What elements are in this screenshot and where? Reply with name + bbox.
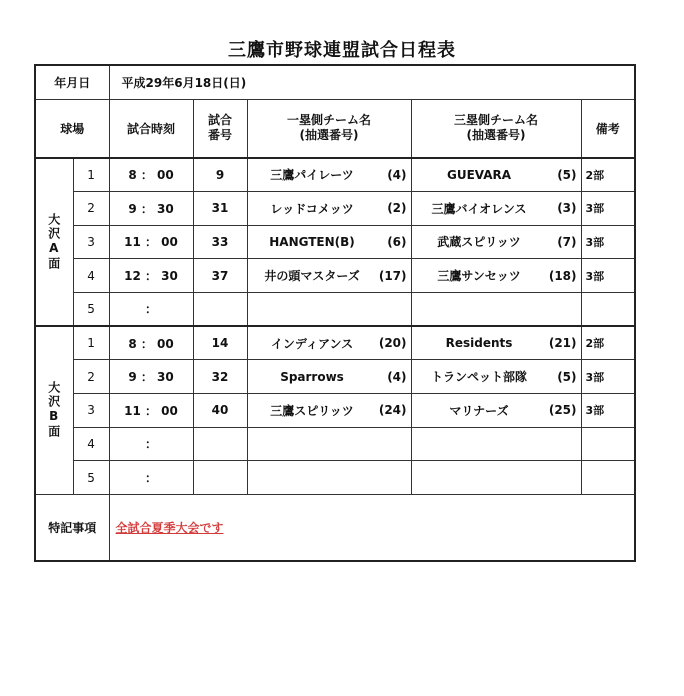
first-base-team-cell <box>247 461 411 495</box>
row-number: 2 <box>73 360 109 394</box>
remarks <box>581 427 635 461</box>
first-base-team-cell <box>247 427 411 461</box>
header-third-team-line1: 三塁側チーム名 <box>454 113 539 128</box>
page-title: 三鷹市野球連盟試合日程表 <box>228 40 456 61</box>
remarks: 2部 <box>581 158 635 192</box>
schedule-row <box>35 191 635 225</box>
row-number: 1 <box>73 158 109 192</box>
schedule-row <box>35 427 635 461</box>
third-base-team-cell <box>411 393 581 427</box>
third-base-draw-number: (25) <box>548 403 577 418</box>
header-first-team-line1: 一塁側チーム名 <box>287 113 372 128</box>
schedule-row <box>35 158 635 192</box>
third-base-draw-number: (7) <box>557 234 577 249</box>
first-base-team-cell <box>247 292 411 326</box>
special-value: 全試合夏季大会です <box>115 520 224 535</box>
third-base-draw-number: (5) <box>557 167 577 182</box>
first-base-team-cell <box>247 191 411 225</box>
row-number: 1 <box>73 326 109 360</box>
game-time: 8 ： 00 <box>109 326 193 360</box>
match-number: 14 <box>193 326 247 360</box>
row-number: 3 <box>73 225 109 259</box>
first-base-team: インディアンス <box>270 336 354 351</box>
first-base-draw-number: (17) <box>378 268 407 283</box>
third-base-team-cell <box>411 360 581 394</box>
schedule-row <box>35 461 635 495</box>
field-name: 大沢B面 <box>35 326 73 494</box>
match-number <box>193 292 247 326</box>
row-number: 5 <box>73 292 109 326</box>
third-base-team-cell <box>411 259 581 293</box>
third-base-team: 三鷹バイオレンス <box>431 201 527 216</box>
remarks <box>581 292 635 326</box>
game-time: 12 ： 30 <box>109 259 193 293</box>
remarks: 3部 <box>581 393 635 427</box>
third-base-team-cell <box>411 461 581 495</box>
row-number: 3 <box>73 393 109 427</box>
remarks: 2部 <box>581 326 635 360</box>
third-base-draw-number: (5) <box>557 369 577 384</box>
first-base-team: 三鷹スピリッツ <box>270 403 354 418</box>
schedule-table <box>34 64 636 562</box>
date-label: 年月日 <box>35 65 109 99</box>
third-base-team: マリナーズ <box>449 403 509 418</box>
third-base-team-cell <box>411 158 581 192</box>
first-base-team-cell <box>247 360 411 394</box>
first-base-team-cell <box>247 393 411 427</box>
schedule-row <box>35 360 635 394</box>
remarks: 3部 <box>581 191 635 225</box>
third-base-team-cell <box>411 326 581 360</box>
match-number: 31 <box>193 191 247 225</box>
third-base-team-cell <box>411 225 581 259</box>
schedule-row <box>35 393 635 427</box>
match-number: 40 <box>193 393 247 427</box>
remarks: 3部 <box>581 225 635 259</box>
match-number <box>193 427 247 461</box>
header-remarks: 備考 <box>581 99 635 157</box>
first-base-draw-number: (4) <box>387 167 407 182</box>
match-number: 33 <box>193 225 247 259</box>
third-base-draw-number: (18) <box>548 268 577 283</box>
row-number: 4 <box>73 259 109 293</box>
schedule-row <box>35 259 635 293</box>
header-match-no-line2: 番号 <box>208 128 233 143</box>
first-base-team-cell <box>247 158 411 192</box>
header-third-team-line2: (抽選番号) <box>466 128 526 143</box>
header-match-no <box>193 99 247 157</box>
match-number: 37 <box>193 259 247 293</box>
schedule-row <box>35 225 635 259</box>
remarks: 3部 <box>581 360 635 394</box>
first-base-draw-number: (4) <box>387 369 407 384</box>
first-base-team: 三鷹パイレーツ <box>270 168 354 183</box>
game-time: 9 ： 30 <box>109 360 193 394</box>
third-base-draw-number: (21) <box>548 336 577 351</box>
row-number: 4 <box>73 427 109 461</box>
first-base-draw-number: (6) <box>387 234 407 249</box>
third-base-team: Residents <box>445 336 513 351</box>
third-base-team-cell <box>411 292 581 326</box>
game-time: 11 ： 00 <box>109 225 193 259</box>
match-number <box>193 461 247 495</box>
header-first-team-line2: (抽選番号) <box>299 128 359 143</box>
first-base-team-cell <box>247 225 411 259</box>
header-field: 球場 <box>35 99 109 157</box>
third-base-team-cell <box>411 191 581 225</box>
header-match-no-line1: 試合 <box>208 113 233 128</box>
date-row <box>35 65 635 99</box>
first-base-team: HANGTEN(B) <box>269 234 355 249</box>
remarks: 3部 <box>581 259 635 293</box>
first-base-team: Sparrows <box>280 369 344 384</box>
game-time: 9 ： 30 <box>109 191 193 225</box>
game-time: 11 ： 00 <box>109 393 193 427</box>
remarks <box>581 461 635 495</box>
first-base-draw-number: (24) <box>378 403 407 418</box>
game-time: ： <box>109 461 193 495</box>
third-base-team: 武蔵スピリッツ <box>437 235 521 250</box>
header-time: 試合時刻 <box>109 99 193 157</box>
first-base-team-cell <box>247 259 411 293</box>
game-time: ： <box>109 292 193 326</box>
special-row <box>35 494 635 561</box>
game-time: ： <box>109 427 193 461</box>
schedule-row <box>35 292 635 326</box>
schedule-row <box>35 326 635 360</box>
third-base-team: 三鷹サンセッツ <box>437 269 521 284</box>
match-number: 32 <box>193 360 247 394</box>
header-row <box>35 99 635 157</box>
header-third-team <box>411 99 581 157</box>
first-base-team-cell <box>247 326 411 360</box>
third-base-team: GUEVARA <box>446 167 512 182</box>
row-number: 2 <box>73 191 109 225</box>
first-base-draw-number: (20) <box>378 336 407 351</box>
third-base-team-cell <box>411 427 581 461</box>
field-name: 大沢A面 <box>35 158 73 326</box>
special-cell <box>109 494 635 561</box>
date-value: 平成29年6月18日(日) <box>109 65 635 99</box>
third-base-team: トランペット部隊 <box>431 370 528 385</box>
special-label: 特記事項 <box>35 494 109 561</box>
header-first-team <box>247 99 411 157</box>
first-base-team: レッドコメッツ <box>270 201 354 216</box>
first-base-team: 井の頭マスターズ <box>264 269 360 284</box>
match-number: 9 <box>193 158 247 192</box>
game-time: 8 ： 00 <box>109 158 193 192</box>
row-number: 5 <box>73 461 109 495</box>
third-base-draw-number: (3) <box>557 201 577 216</box>
first-base-draw-number: (2) <box>387 201 407 216</box>
